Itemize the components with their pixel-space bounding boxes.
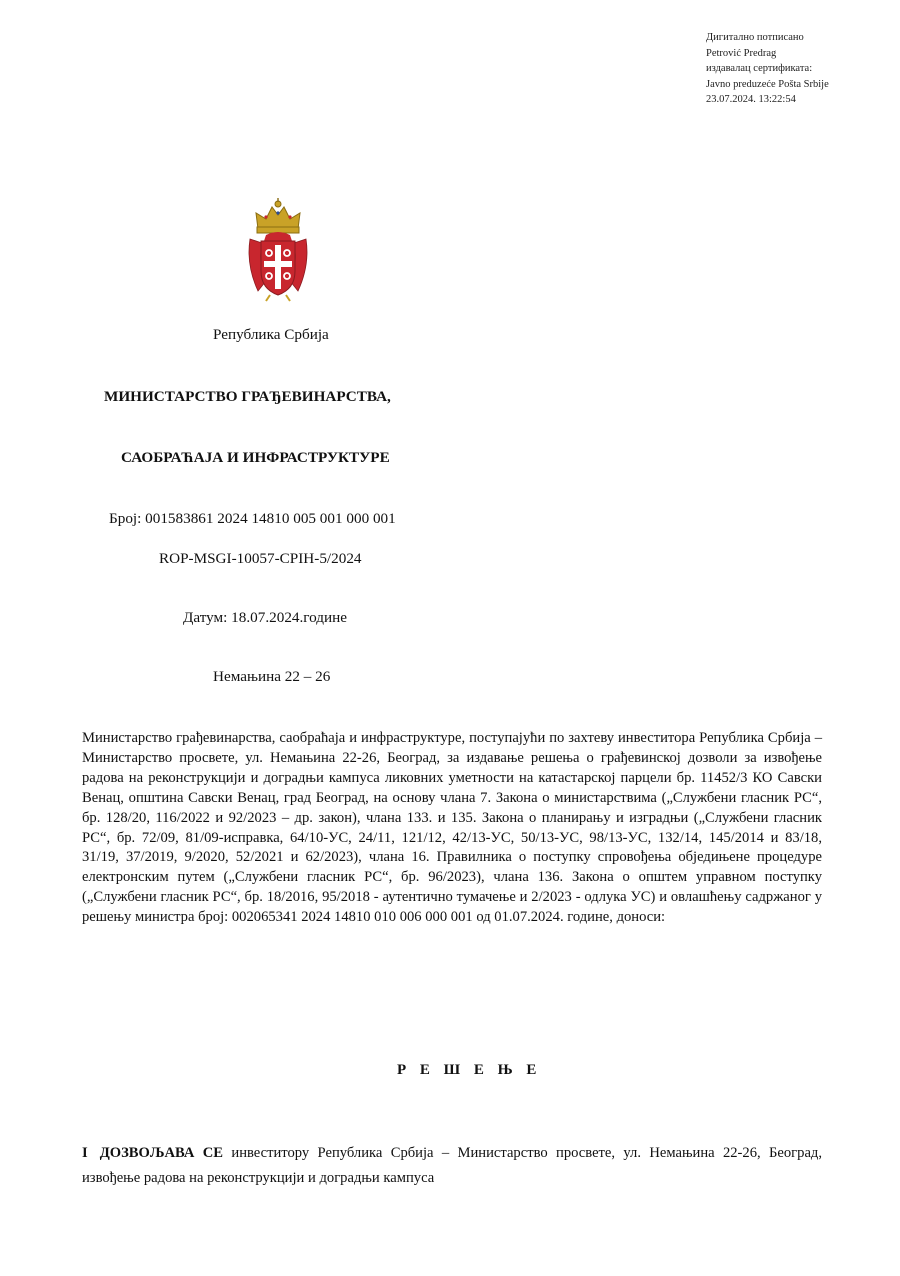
republic-name: Република Србија bbox=[213, 326, 329, 343]
decision-title: Р Е Ш Е Њ Е bbox=[397, 1062, 542, 1078]
ministry-address: Немањина 22 – 26 bbox=[213, 668, 331, 685]
document-number: Број: 001583861 2024 14810 005 001 000 001 bbox=[109, 510, 396, 527]
rop-number: ROP-MSGI-10057-CPIH-5/2024 bbox=[159, 550, 362, 567]
ministry-name-line1: МИНИСТАРСТВО ГРАЂЕВИНАРСТВА, bbox=[104, 388, 391, 405]
signature-signer: Petrović Predrag bbox=[706, 47, 777, 59]
section-number: I bbox=[82, 1145, 88, 1161]
decision-section-1 bbox=[82, 1141, 822, 1191]
section-text: инвеститору Република Србија – Министарство просвете, ул. Немањина 22-26, Београд, извођење радова на реконструкцији и доградњи кампуса bbox=[82, 1145, 822, 1186]
section-lead: ДОЗВОЉАВА СЕ bbox=[99, 1145, 224, 1161]
signature-issuer: Javno preduzeće Pošta Srbije bbox=[706, 78, 829, 90]
preamble-paragraph: Министарство грађевинарства, саобраћаја и инфраструктуре, поступајући по захтеву инвеститора Република Србија – Министарство просвете, ул. Немањина 22-26, Београд, за издавање решења о грађевинској дозволи за извођење радова на реконструкцији и доградњи кампуса ликовних уметности на катастарској парцели бр. 11452/3 КО Савски Венац, општина Савски Венац, град Београд, на основу члана 7. Закона о министарствима („Службени гласник РС“, бр. 128/20, 116/2022 и 92/2023 – др. закон), члана 133. и 135. Закона о планирању и изградњи („Службени гласник РС“, бр. 72/09, 81/09-исправка, 64/10-УС, 24/11, 121/12, 42/13-УС, 50/13-УС, 98/13-УС, 132/14, 145/2014 и 83/18, 31/19, 37/2019, 9/2020, 52/2021 и 62/2023), члана 16. Правилника о поступку спровођења обједињене процедуре електронским путем („Службени гласник РС“, бр. 96/2023), члана 136. Закона о општем управном поступку („Службени гласник РС“, бр. 18/2016, 95/2018 - аутентично тумачење и 2/2023 - одлука УС) и овлашћењу садржаног у решењу министра број: 002065341 2024 14810 010 006 000 001 од 01.07.2024. године, доноси: bbox=[82, 730, 822, 926]
digital-signature-block bbox=[706, 30, 829, 108]
signature-timestamp: 23.07.2024. 13:22:54 bbox=[706, 94, 796, 106]
coat-of-arms-icon bbox=[244, 195, 312, 303]
signature-line: издавалац сертификата: bbox=[706, 63, 813, 75]
ministry-name-line2: САОБРАЋАЈА И ИНФРАСТРУКТУРЕ bbox=[121, 449, 390, 466]
document-date: Датум: 18.07.2024.године bbox=[183, 609, 348, 626]
signature-line: Дигитално потписано bbox=[706, 32, 804, 43]
